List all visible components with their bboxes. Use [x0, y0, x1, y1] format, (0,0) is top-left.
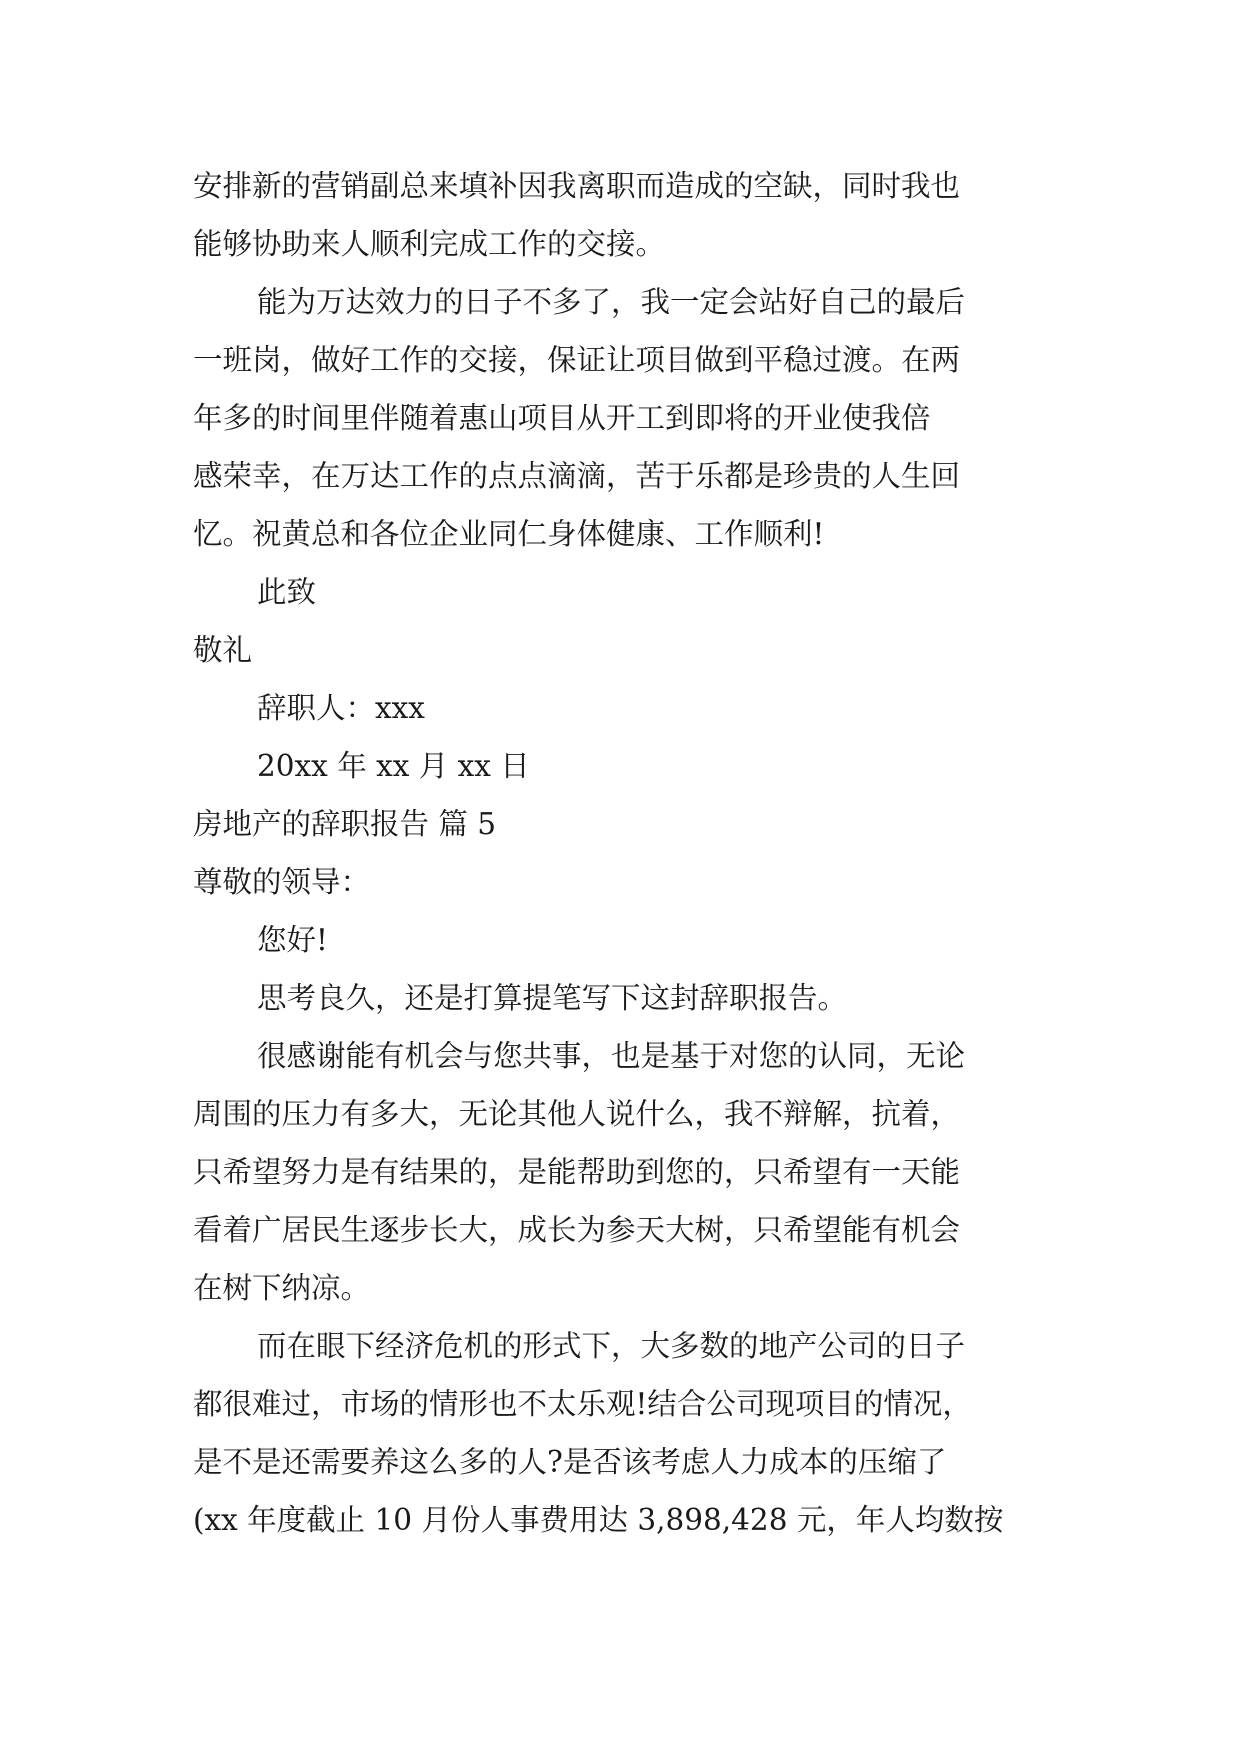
- text-line-24: (xx 年度截止 10 月份人事费用达 3,898,428 元，年人均数按: [193, 1503, 1004, 1537]
- text-line-15: 思考良久，还是打算提笔写下这封辞职报告。: [257, 981, 848, 1015]
- salutation: 尊敬的领导：: [193, 865, 371, 899]
- text-line-20: 在树下纳凉。: [193, 1271, 371, 1305]
- greeting: 您好!: [257, 923, 328, 957]
- text-line-23: 是不是还需要养这么多的人?是否该考虑人力成本的压缩了: [193, 1445, 947, 1479]
- text-line-16: 很感谢能有机会与您共事，也是基于对您的认同，无论: [257, 1039, 966, 1073]
- text-line-4: 一班岗，做好工作的交接，保证让项目做到平稳过渡。在两: [193, 343, 961, 377]
- text-line-19: 看着广居民生逐步长大，成长为参天大树，只希望能有机会: [193, 1213, 961, 1247]
- closing-cizhi: 此致: [257, 575, 317, 609]
- signature-line: 辞职人：xxx: [257, 691, 425, 725]
- text-line-6: 感荣幸，在万达工作的点点滴滴，苦于乐都是珍贵的人生回: [193, 459, 961, 493]
- text-line-18: 只希望努力是有结果的，是能帮助到您的，只希望有一天能: [193, 1155, 961, 1189]
- section-title: 房地产的辞职报告 篇 5: [193, 807, 497, 841]
- text-line-2: 能够协助来人顺利完成工作的交接。: [193, 227, 666, 261]
- text-line-3: 能为万达效力的日子不多了，我一定会站好自己的最后: [257, 285, 966, 319]
- closing-jingli: 敬礼: [193, 633, 253, 667]
- date-line: 20xx 年 xx 月 xx 日: [257, 749, 530, 783]
- text-line-1: 安排新的营销副总来填补因我离职而造成的空缺，同时我也: [193, 169, 961, 203]
- text-line-22: 都很难过，市场的情形也不太乐观!结合公司现项目的情况，: [193, 1387, 972, 1421]
- text-line-17: 周围的压力有多大，无论其他人说什么，我不辩解，抗着，: [193, 1097, 961, 1131]
- text-line-7: 忆。祝黄总和各位企业同仁身体健康、工作顺利!: [193, 517, 825, 551]
- text-line-5: 年多的时间里伴随着惠山项目从开工到即将的开业使我倍: [193, 401, 931, 435]
- text-line-21: 而在眼下经济危机的形式下，大多数的地产公司的日子: [257, 1329, 966, 1363]
